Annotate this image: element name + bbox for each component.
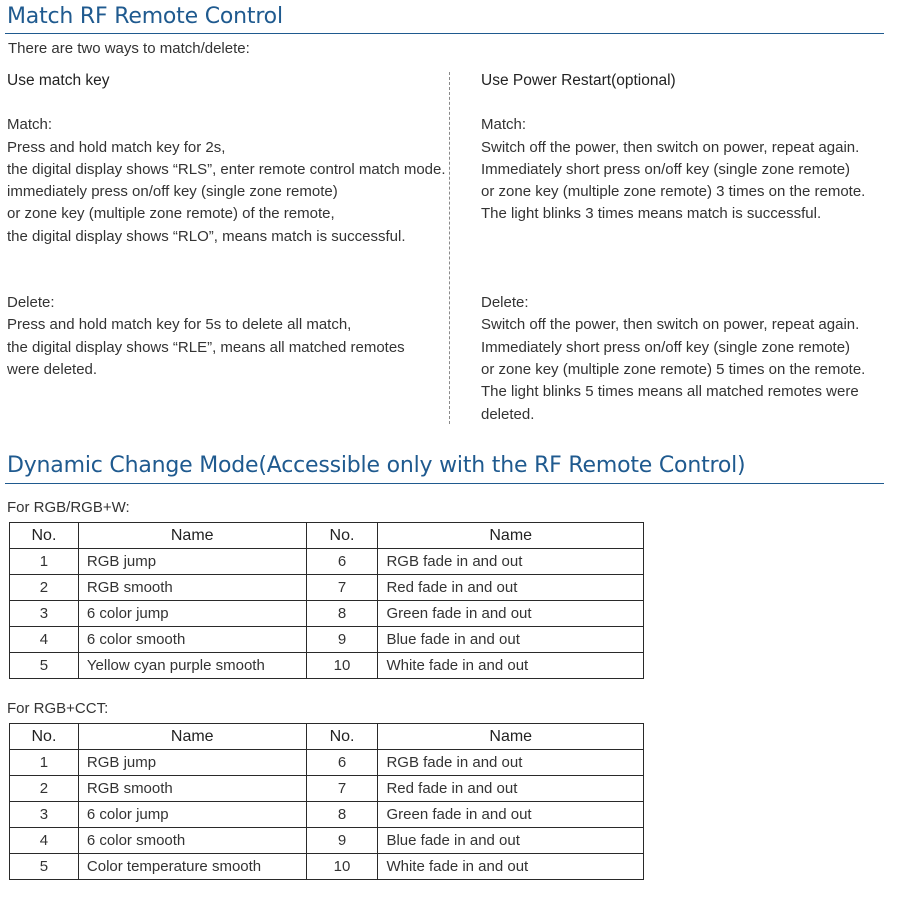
- table-row: [10, 854, 644, 880]
- mode-number: 4: [10, 828, 79, 854]
- match-key-delete-block: [7, 292, 447, 381]
- mode-name: Color temperature smooth: [78, 854, 306, 880]
- table-row: [10, 601, 644, 627]
- mode-name: Yellow cyan purple smooth: [78, 653, 306, 679]
- text-line: immediately press on/off key (single zone remote): [7, 183, 338, 201]
- mode-number: 3: [10, 802, 79, 828]
- mode-number: 8: [306, 802, 378, 828]
- mode-name: Blue fade in and out: [378, 627, 644, 653]
- text-line: were deleted.: [7, 360, 98, 378]
- text-line: Switch off the power, then switch on power, repeat again.: [481, 138, 860, 156]
- match-section-title: Match RF Remote Control: [7, 4, 283, 29]
- dynamic-section-rule: [5, 483, 884, 484]
- match-key-match-block: [7, 114, 447, 248]
- text-line: or zone key (multiple zone remote) 5 times on the remote.: [481, 360, 866, 378]
- mode-name: White fade in and out: [378, 653, 644, 679]
- text-line: The light blinks 5 times means all matched remotes were: [481, 383, 859, 401]
- power-restart-match-block: [481, 114, 899, 248]
- mode-name: 6 color smooth: [78, 627, 306, 653]
- mode-number: 5: [10, 653, 79, 679]
- mode-name: RGB jump: [78, 750, 306, 776]
- rgb-mode-table: [9, 522, 644, 679]
- text-line: Delete:: [481, 294, 529, 312]
- mode-number: 9: [306, 627, 378, 653]
- text-line: Delete:: [7, 294, 55, 312]
- match-key-column: [7, 70, 447, 381]
- table-row: [10, 627, 644, 653]
- mode-name: 6 color jump: [78, 601, 306, 627]
- mode-name: RGB smooth: [78, 575, 306, 601]
- table-header-row: [10, 724, 644, 750]
- header-name: Name: [378, 724, 644, 750]
- mode-number: 2: [10, 776, 79, 802]
- text-line: The light blinks 3 times means match is successful.: [481, 205, 822, 223]
- text-line: Immediately short press on/off key (single zone remote): [481, 160, 851, 178]
- mode-number: 6: [306, 549, 378, 575]
- mode-number: 6: [306, 750, 378, 776]
- rgb-cct-table-label: For RGB+CCT:: [7, 700, 109, 717]
- mode-name: Blue fade in and out: [378, 828, 644, 854]
- rgb-cct-mode-table: [9, 723, 644, 880]
- mode-name: Red fade in and out: [378, 776, 644, 802]
- mode-name: RGB smooth: [78, 776, 306, 802]
- mode-number: 9: [306, 828, 378, 854]
- mode-name: 6 color smooth: [78, 828, 306, 854]
- table-header-row: [10, 523, 644, 549]
- header-name: Name: [78, 523, 306, 549]
- text-line: the digital display shows “RLE”, means all matched remotes: [7, 338, 405, 356]
- match-key-title: Use match key: [7, 72, 110, 89]
- power-restart-delete-block: [481, 292, 899, 426]
- text-line: the digital display shows “RLS”, enter remote control match mode.: [7, 160, 446, 178]
- header-no: No.: [10, 523, 79, 549]
- match-section-rule: [5, 33, 884, 34]
- header-no: No.: [306, 523, 378, 549]
- power-restart-column: [481, 70, 899, 426]
- mode-name: Red fade in and out: [378, 575, 644, 601]
- column-divider: [449, 72, 450, 424]
- header-name: Name: [378, 523, 644, 549]
- table-row: [10, 750, 644, 776]
- text-line: or zone key (multiple zone remote) of the remote,: [7, 205, 335, 223]
- mode-name: RGB fade in and out: [378, 750, 644, 776]
- mode-number: 1: [10, 549, 79, 575]
- table-row: [10, 828, 644, 854]
- mode-name: RGB jump: [78, 549, 306, 575]
- text-line: Switch off the power, then switch on power, repeat again.: [481, 316, 860, 334]
- table-row: [10, 575, 644, 601]
- mode-number: 1: [10, 750, 79, 776]
- mode-number: 10: [306, 653, 378, 679]
- mode-name: 6 color jump: [78, 802, 306, 828]
- mode-number: 8: [306, 601, 378, 627]
- header-no: No.: [306, 724, 378, 750]
- match-intro: There are two ways to match/delete:: [8, 40, 250, 57]
- table-row: [10, 549, 644, 575]
- text-line: Immediately short press on/off key (single zone remote): [481, 338, 851, 356]
- header-name: Name: [78, 724, 306, 750]
- text-line: deleted.: [481, 405, 535, 423]
- text-line: Match:: [481, 116, 527, 134]
- dynamic-section-title: Dynamic Change Mode(Accessible only with the RF Remote Control): [7, 453, 746, 478]
- mode-number: 4: [10, 627, 79, 653]
- text-line: the digital display shows “RLO”, means match is successful.: [7, 227, 406, 245]
- power-restart-title: Use Power Restart(optional): [481, 72, 676, 89]
- mode-name: Green fade in and out: [378, 802, 644, 828]
- rgb-table-label: For RGB/RGB+W:: [7, 499, 130, 516]
- table-row: [10, 776, 644, 802]
- table-row: [10, 653, 644, 679]
- table-row: [10, 802, 644, 828]
- text-line: Match:: [7, 116, 53, 134]
- mode-name: White fade in and out: [378, 854, 644, 880]
- mode-number: 10: [306, 854, 378, 880]
- text-line: Press and hold match key for 5s to delete all match,: [7, 316, 352, 334]
- mode-number: 3: [10, 601, 79, 627]
- mode-number: 7: [306, 776, 378, 802]
- mode-number: 7: [306, 575, 378, 601]
- mode-name: RGB fade in and out: [378, 549, 644, 575]
- mode-name: Green fade in and out: [378, 601, 644, 627]
- mode-number: 2: [10, 575, 79, 601]
- header-no: No.: [10, 724, 79, 750]
- text-line: or zone key (multiple zone remote) 3 times on the remote.: [481, 183, 866, 201]
- text-line: Press and hold match key for 2s,: [7, 138, 226, 156]
- mode-number: 5: [10, 854, 79, 880]
